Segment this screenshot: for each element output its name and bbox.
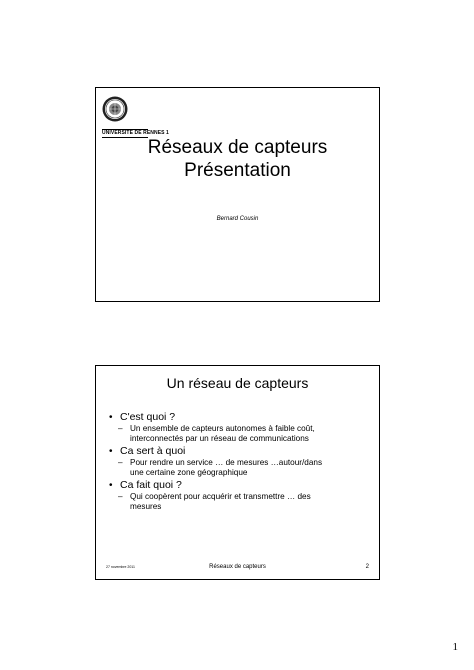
- footer-slide-number: 2: [365, 564, 369, 570]
- sub-text-line: une certaine zone géographique: [130, 467, 248, 477]
- author-name: Bernard Cousin: [216, 216, 259, 222]
- slide-1-title-line-1: Réseaux de capteurs: [147, 137, 328, 158]
- bullet-dot: •: [109, 446, 113, 457]
- sub-dash: –: [118, 492, 123, 501]
- sub-text-line: Qui coopèrent pour acquérir et transmettre … des: [130, 492, 311, 501]
- footer-date: 27 novembre 2011: [106, 565, 135, 569]
- sub-item: [107, 458, 369, 477]
- university-seal-icon: [102, 96, 128, 122]
- sub-item: [107, 424, 369, 443]
- bullet-dot: •: [109, 412, 113, 423]
- bullet-text: Ca fait quoi ?: [120, 479, 182, 491]
- slide-1-title: [96, 136, 379, 182]
- sub-item: [107, 492, 369, 511]
- sub-dash: –: [118, 458, 123, 467]
- slide-1-title-line-2: Présentation: [184, 160, 291, 181]
- bullet-text: Ca sert à quoi: [120, 445, 186, 457]
- university-logo: [102, 96, 169, 138]
- slide-footer: [96, 563, 379, 573]
- bullet-dot: •: [109, 480, 113, 491]
- bullet-item: [107, 445, 369, 458]
- sub-dash: –: [118, 424, 123, 433]
- bullet-item: [107, 411, 369, 424]
- footer-title: Réseaux de capteurs: [209, 564, 266, 570]
- sub-text-line: Un ensemble de capteurs autonomes à faible coût,: [130, 424, 315, 433]
- bullet-text: C'est quoi ?: [120, 411, 176, 423]
- bullet-item: [107, 479, 369, 492]
- university-logo-text: UNIVERSITÉ DE RENNES 1: [102, 130, 169, 136]
- slide-2-content: [107, 409, 369, 513]
- sub-text-line: mesures: [130, 501, 162, 511]
- slide-1: [95, 87, 380, 302]
- slide-2-title: Un réseau de capteurs: [166, 375, 309, 391]
- slide-2: [95, 365, 380, 580]
- sub-text-line: interconnectés par un réseau de communications: [130, 433, 309, 443]
- sub-text-line: Pour rendre un service … de mesures …autour/dans: [130, 458, 323, 467]
- page-number: 1: [452, 641, 458, 653]
